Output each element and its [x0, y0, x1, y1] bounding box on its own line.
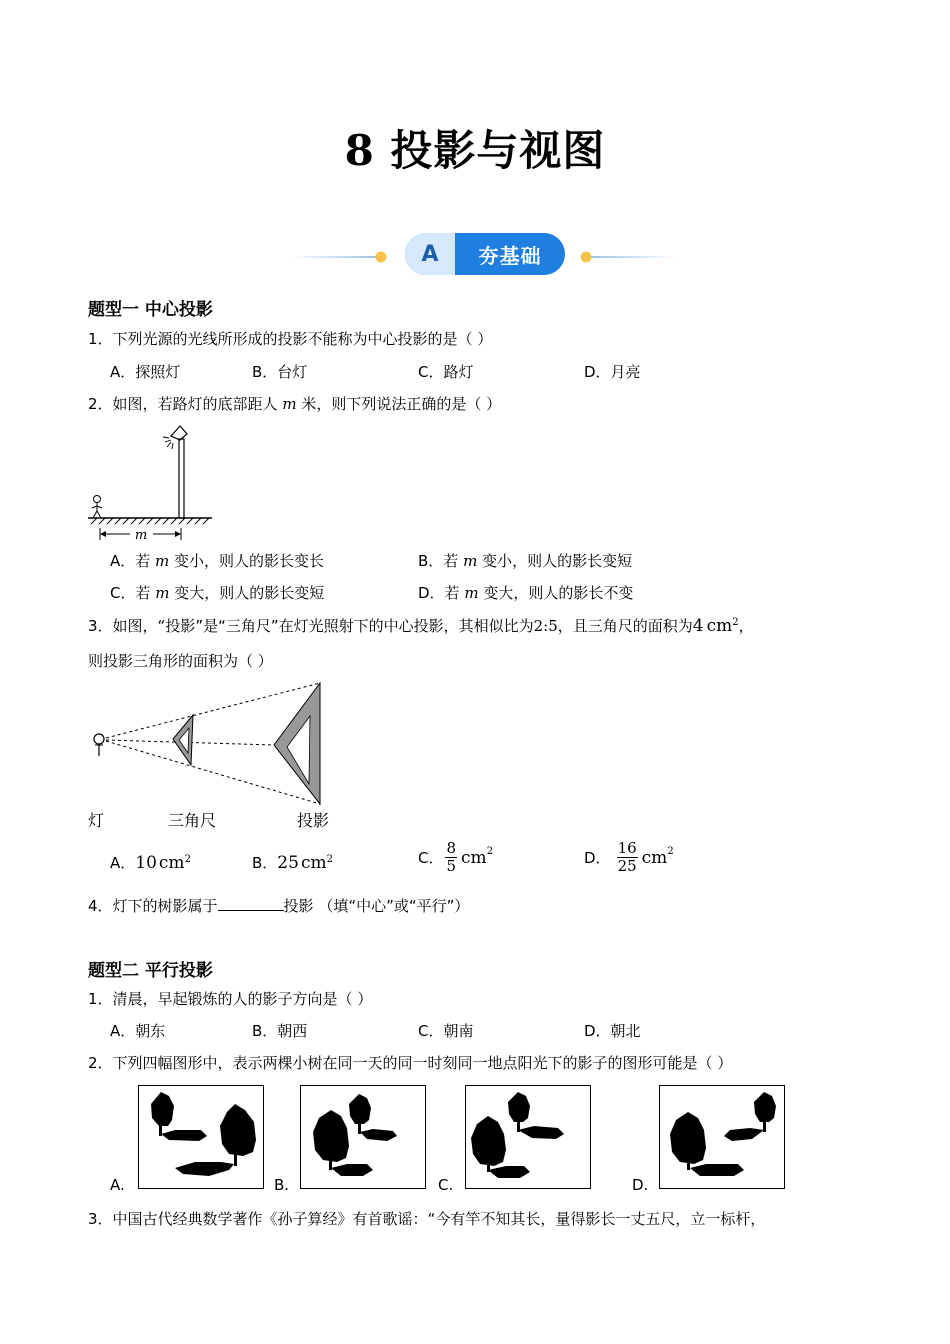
q2-2-option-d-label: D. [632, 1176, 649, 1194]
q1-3-option-c-den: 5 [446, 857, 457, 875]
q2-2-option-a-label: A. [110, 1176, 125, 1194]
section-title-1: 题型一 中心投影 [88, 300, 213, 320]
section-title-2: 题型二 平行投影 [88, 961, 213, 981]
q1-4-blank[interactable] [218, 896, 284, 911]
q1-2-stem [88, 393, 501, 414]
street-lamp-figure [85, 424, 215, 544]
q2-1-option-a: A．朝东 [110, 1022, 166, 1040]
q1-3-option-d-label: D． [584, 849, 611, 867]
tree-shadow-figure-d [659, 1085, 785, 1189]
q1-3-line1-end: ， [738, 617, 754, 635]
q2-3-stem: 3．中国古代经典数学著作《孙子算经》有首歌谣：“今有竿不知其长，量得影长一丈五尺，立一标杆， [88, 1210, 766, 1228]
q1-3-option-b-sup: 2 [326, 854, 333, 865]
q1-2-option-c-var: m [155, 584, 170, 602]
q1-1-option-a: A．探照灯 [110, 363, 181, 381]
q1-2-stem-var: m [282, 395, 297, 413]
q1-3-option-d-unit: cm [641, 847, 668, 868]
q1-2-option-a [110, 550, 324, 571]
q1-3-option-d-num: 16 [617, 839, 637, 857]
q1-1-stem: 1．下列光源的光线所形成的投影不能称为中心投影的是（ ） [88, 330, 493, 348]
q1-2-option-d [418, 582, 633, 603]
q1-2-option-c-post: 变大，则人的影长变短 [169, 584, 325, 602]
q1-4-stem [88, 895, 469, 916]
fig-label-m: m [134, 528, 148, 543]
q2-1-option-d: D．朝北 [584, 1022, 641, 1040]
q2-2-stem: 2．下列四幅图形中，表示两棵小树在同一天的同一时刻同一地点阳光下的影子的图形可能是（ ） [88, 1054, 733, 1072]
q1-3-option-a-value: 10 [135, 853, 157, 873]
q1-2-option-b [418, 550, 632, 571]
q1-2-option-d-pre: D．若 [418, 584, 465, 602]
q1-3-unit: cm [706, 616, 733, 636]
q1-3-option-b [252, 852, 333, 873]
q1-3-option-d-den: 25 [617, 857, 637, 875]
q1-2-option-a-pre: A．若 [110, 552, 156, 570]
q1-1-option-b: B．台灯 [252, 363, 308, 381]
q1-3-option-a [110, 852, 191, 873]
q1-3-option-d-fraction [617, 840, 638, 875]
q1-3-sup: 2 [732, 617, 739, 628]
q1-3-area: 4 [692, 616, 704, 636]
q1-2-option-c [110, 582, 324, 603]
q1-3-option-b-value: 25 [277, 853, 299, 873]
q1-3-option-b-unit: cm [300, 853, 327, 873]
q1-3-ratio: 2:5 [533, 617, 558, 635]
q2-2-option-b-label: B. [274, 1176, 290, 1194]
q1-3-option-c-label: C． [418, 849, 444, 867]
projection-figure [88, 678, 348, 813]
q1-3-option-c-fraction [445, 840, 457, 875]
q1-4-post: 投影 （填“中心”或“平行”） [283, 897, 470, 915]
q1-2-option-d-var: m [464, 584, 479, 602]
q2-1-stem: 1．清晨，早起锻炼的人的影子方向是（ ） [88, 990, 373, 1008]
fig-label-lamp: 灯 [88, 811, 105, 830]
q1-3-option-d [584, 840, 674, 875]
q1-3-option-d-sup: 2 [667, 846, 674, 857]
q1-3-option-c-sup: 2 [486, 846, 494, 857]
q1-4-pre: 4．灯下的树影属于 [88, 897, 218, 915]
tree-shadow-figure-a [138, 1085, 264, 1189]
q2-2-option-c-label: C. [438, 1176, 454, 1194]
q1-3-option-c [418, 840, 493, 875]
section-badge [405, 233, 565, 275]
q1-3-option-c-num: 8 [446, 839, 457, 857]
q1-3-line1-pre: 3．如图，“投影”是“三角尺”在灯光照射下的中心投影，其相似比为 [88, 617, 534, 635]
q1-3-stem-line2: 则投影三角形的面积为（ ） [88, 652, 273, 670]
q1-3-option-b-label: B． [252, 854, 278, 872]
q1-3-stem-line1 [88, 615, 754, 636]
q2-1-option-b: B．朝西 [252, 1022, 308, 1040]
page-title: 8 投影与视图 [344, 126, 606, 175]
tree-shadow-figure-c [465, 1085, 591, 1189]
q1-1-option-c: C．路灯 [418, 363, 474, 381]
badge-label: 夯基础 [478, 243, 542, 268]
q1-2-option-b-var: m [463, 552, 478, 570]
tree-shadow-figure-b [300, 1085, 426, 1189]
q1-3-option-c-unit: cm [461, 847, 487, 868]
q1-1-option-d: D．月亮 [584, 363, 641, 381]
badge-letter: A [405, 233, 455, 275]
q1-3-option-a-sup: 2 [184, 854, 191, 865]
q1-2-stem-pre: 2．如图，若路灯的底部距人 [88, 395, 283, 413]
q1-2-option-b-pre: B．若 [418, 552, 464, 570]
q2-1-option-c: C．朝南 [418, 1022, 474, 1040]
fig-label-projection: 投影 [297, 811, 330, 830]
q1-2-option-d-post: 变大，则人的影长不变 [478, 584, 634, 602]
q1-2-option-b-post: 变小，则人的影长变短 [477, 552, 633, 570]
q1-3-line1-mid: ，且三角尺的面积为 [557, 617, 693, 635]
fig-label-triangle-ruler: 三角尺 [168, 811, 217, 830]
q1-2-option-c-pre: C．若 [110, 584, 156, 602]
q1-2-option-a-post: 变小，则人的影长变长 [169, 552, 325, 570]
q1-3-option-a-unit: cm [158, 853, 185, 873]
q1-2-stem-post: 米，则下列说法正确的是（ ） [296, 395, 502, 413]
q1-3-option-a-label: A． [110, 854, 136, 872]
q1-2-option-a-var: m [155, 552, 170, 570]
